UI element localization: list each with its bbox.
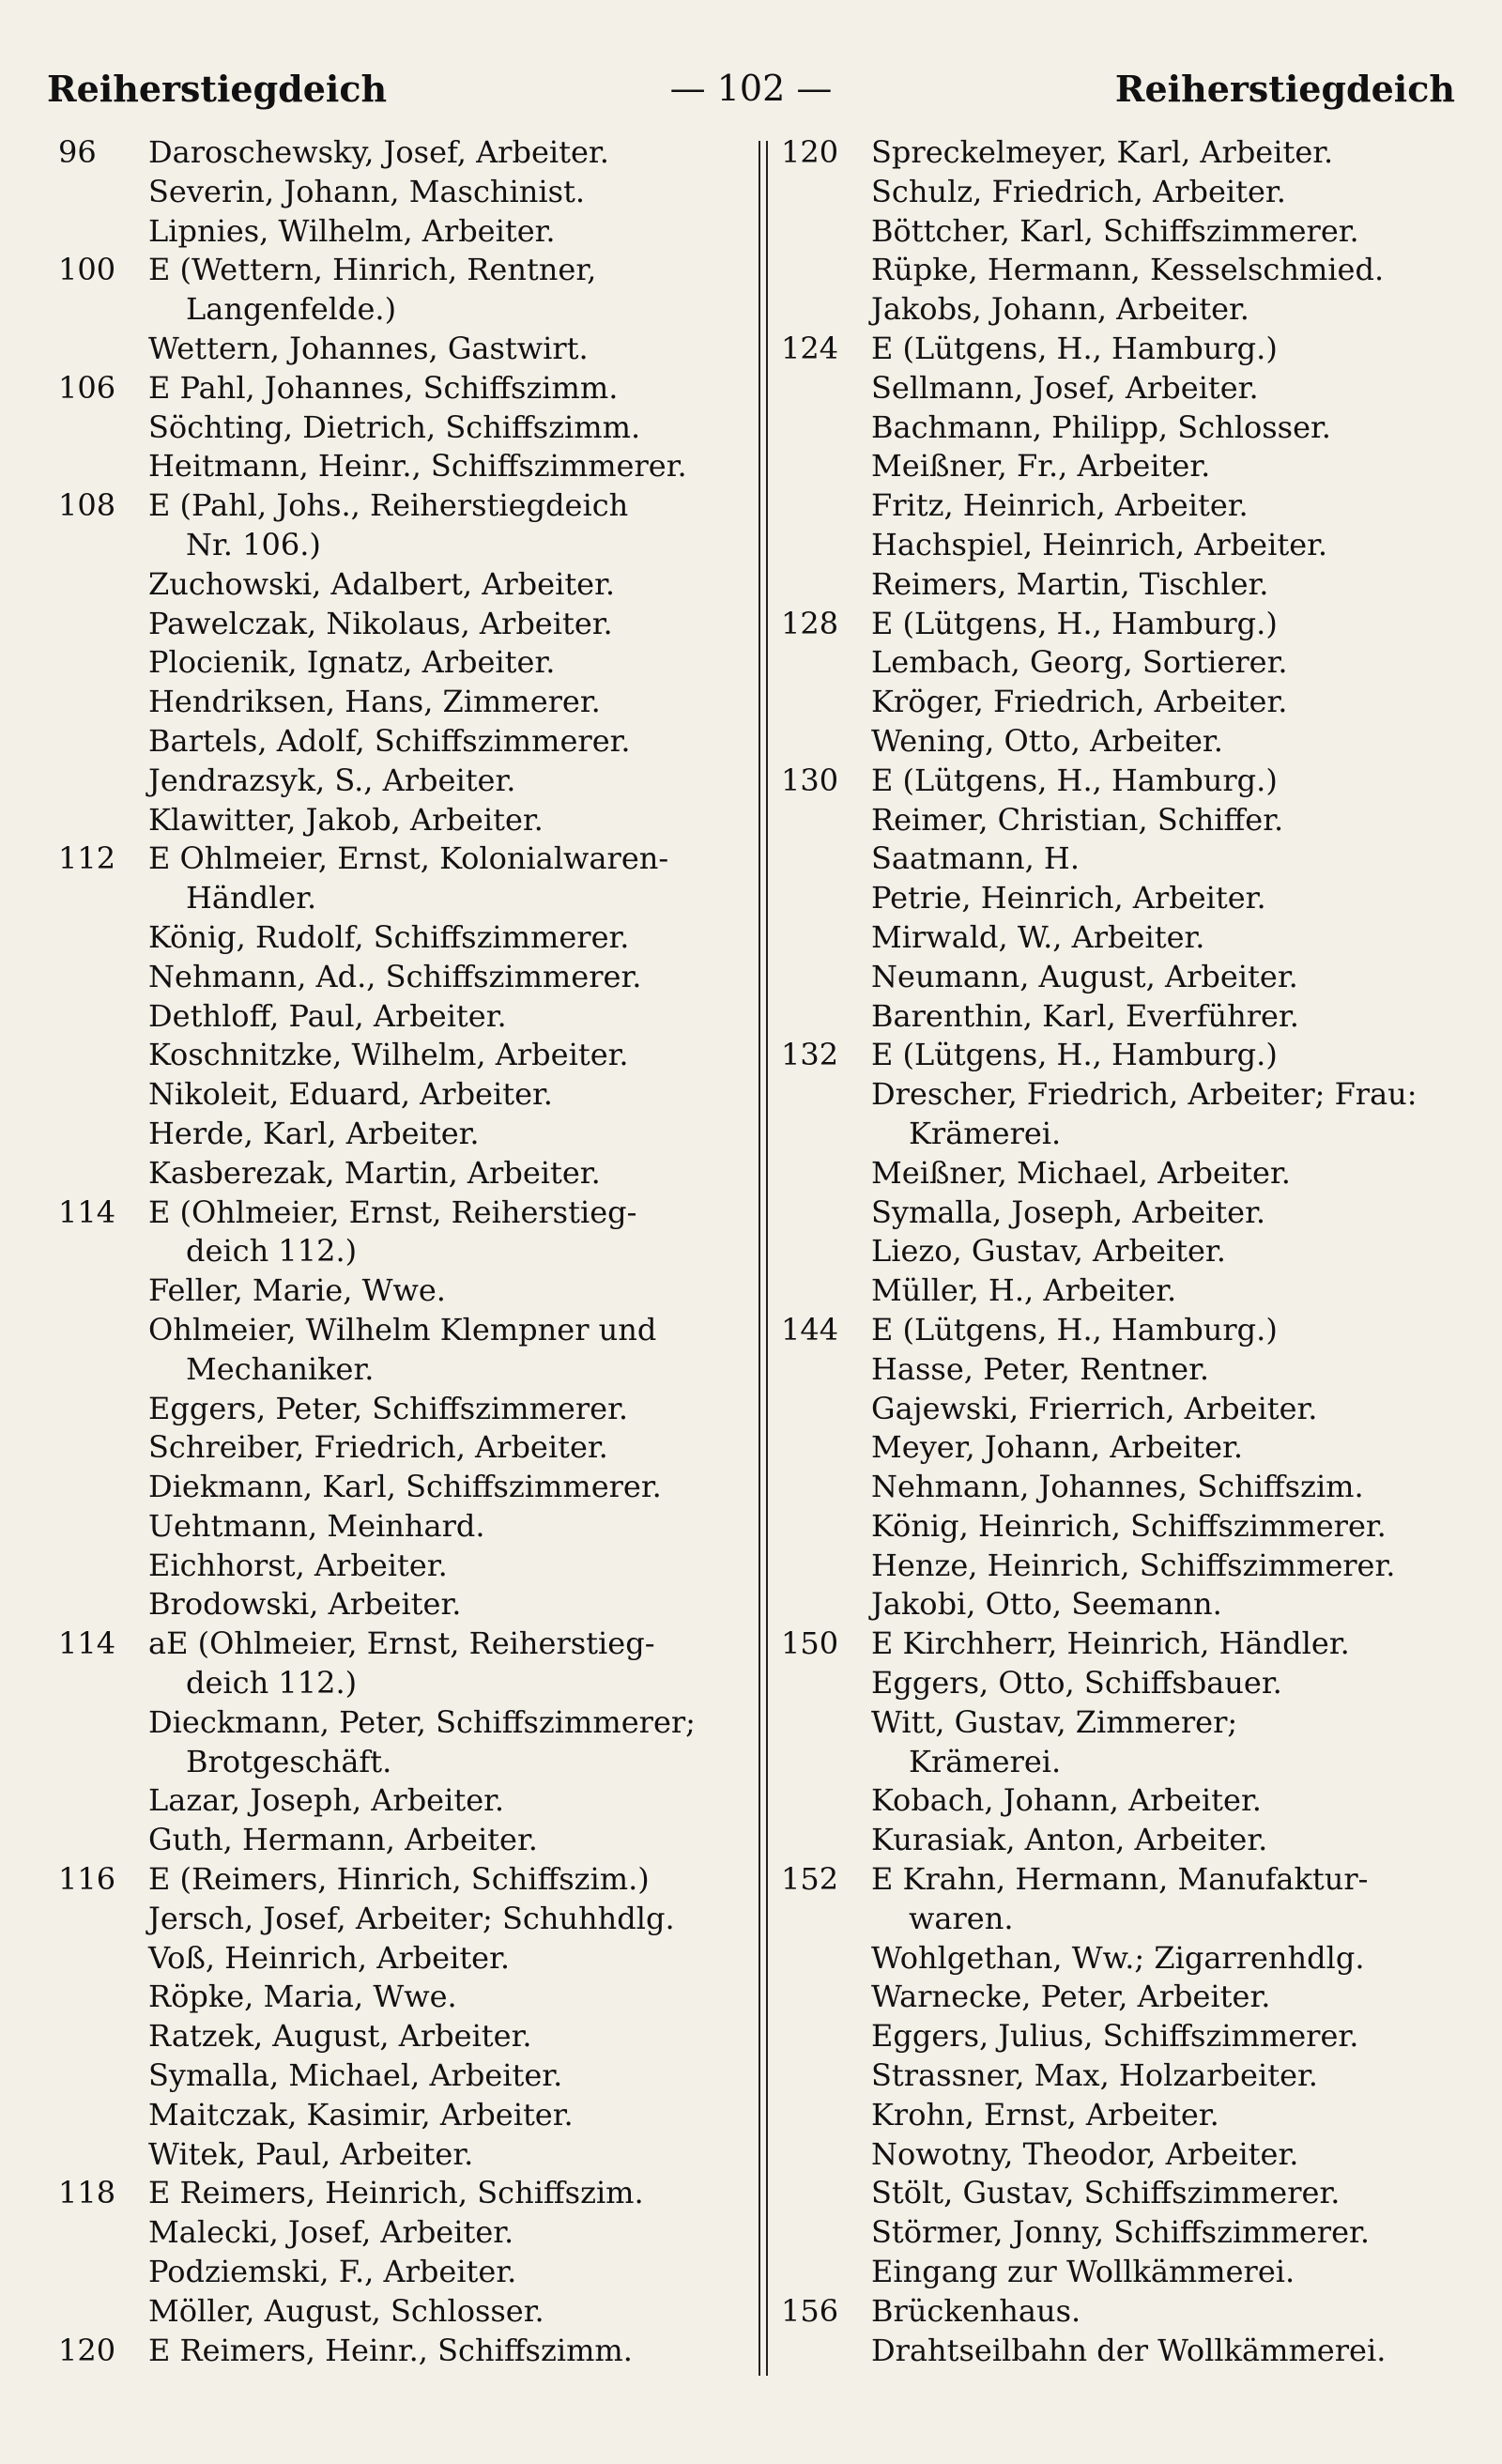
house-number: 108 — [58, 487, 116, 524]
entry-text: E (Lütgens, H., Hamburg.) — [871, 1311, 1278, 1348]
directory-entry — [781, 2174, 1466, 2213]
entry-text: Brückenhaus. — [871, 2292, 1081, 2329]
directory-entry — [781, 1507, 1466, 1547]
entry-text: Daroschewsky, Josef, Arbeiter. — [148, 134, 609, 170]
entry-text: Krohn, Ernst, Arbeiter. — [871, 2096, 1219, 2133]
entry-text: Uehtmann, Meinhard. — [148, 1507, 485, 1544]
entry-text: Jakobi, Otto, Seemann. — [871, 1586, 1222, 1623]
entry-text: Eggers, Peter, Schiffszimmerer. — [148, 1390, 629, 1426]
entry-text: Möller, August, Schlosser. — [148, 2292, 544, 2329]
entry-text: Jersch, Josef, Arbeiter; Schuhhdlg. — [148, 1900, 675, 1936]
directory-entry — [781, 1625, 1466, 1664]
entry-text: Malecki, Josef, Arbeiter. — [148, 2214, 514, 2251]
directory-entry — [781, 839, 1466, 879]
entry-text: Pawelczak, Nikolaus, Arbeiter. — [148, 605, 613, 641]
directory-entry — [58, 722, 743, 762]
entry-text: Lipnies, Wilhelm, Arbeiter. — [148, 212, 556, 249]
entry-text: Wening, Otto, Arbeiter. — [871, 722, 1223, 759]
entry-text: Nikoleit, Eduard, Arbeiter. — [148, 1076, 553, 1113]
entry-text: E Krahn, Hermann, Manufaktur- — [871, 1861, 1369, 1898]
directory-entry — [781, 2096, 1466, 2135]
directory-entry — [781, 1743, 1466, 1782]
entry-text: Sellmann, Josef, Arbeiter. — [871, 369, 1259, 406]
entry-text: Dieckmann, Peter, Schiffszimmerer; — [148, 1703, 696, 1740]
entry-text: Reimer, Christian, Schiffer. — [871, 801, 1284, 838]
directory-entry — [58, 1978, 743, 2017]
house-number: 114 — [58, 1194, 116, 1230]
directory-entry — [781, 1390, 1466, 1429]
entry-text: König, Rudolf, Schiffszimmerer. — [148, 918, 630, 955]
house-number: 130 — [781, 762, 839, 798]
directory-entry — [781, 879, 1466, 918]
directory-entry — [781, 1939, 1466, 1979]
directory-entry — [58, 1075, 743, 1115]
directory-entry — [781, 1428, 1466, 1468]
entry-text: Henze, Heinrich, Schiffszimmerer. — [871, 1547, 1396, 1583]
directory-entry — [781, 918, 1466, 958]
directory-entry — [58, 565, 743, 605]
entry-text: Lembach, Georg, Sortierer. — [871, 644, 1288, 681]
entry-text: Witt, Gustav, Zimmerer; — [871, 1703, 1238, 1740]
entry-text: Nehmann, Ad., Schiffszimmerer. — [148, 958, 642, 994]
directory-entry — [58, 447, 743, 486]
house-number: 112 — [58, 840, 116, 877]
directory-entry — [58, 1547, 743, 1586]
entry-text: Barenthin, Karl, Everführer. — [871, 997, 1299, 1034]
entry-text: E Ohlmeier, Ernst, Kolonialwaren- — [148, 840, 669, 877]
directory-entry — [781, 1978, 1466, 2017]
entry-text: Neumann, August, Arbeiter. — [871, 958, 1298, 994]
directory-entry — [781, 408, 1466, 448]
entry-text: Guth, Hermann, Arbeiter. — [148, 1822, 538, 1858]
directory-entry — [58, 2174, 743, 2213]
directory-entry — [781, 1075, 1466, 1115]
entry-text: Koschnitzke, Wilhelm, Arbeiter. — [148, 1037, 629, 1073]
directory-entry — [58, 486, 743, 526]
entry-text: E (Pahl, Johs., Reiherstiegdeich — [148, 487, 629, 524]
house-number: 156 — [781, 2292, 839, 2329]
entry-text: Feller, Marie, Wwe. — [148, 1272, 446, 1309]
directory-entry — [58, 918, 743, 958]
entry-text: Nr. 106.) — [186, 526, 321, 562]
directory-entry — [781, 2332, 1466, 2371]
directory-entry — [58, 2096, 743, 2135]
directory-entry — [58, 1232, 743, 1271]
entry-text: Böttcher, Karl, Schiffszimmerer. — [871, 212, 1359, 249]
directory-entry — [781, 1271, 1466, 1311]
directory-entry — [58, 2253, 743, 2292]
directory-entry — [781, 1311, 1466, 1350]
entry-text: Maitczak, Kasimir, Arbeiter. — [148, 2096, 574, 2133]
entry-text: Schulz, Friedrich, Arbeiter. — [871, 173, 1286, 209]
directory-entry — [781, 1350, 1466, 1390]
directory-entry — [58, 1900, 743, 1939]
directory-entry — [58, 801, 743, 840]
left-column — [58, 133, 743, 2370]
entry-text: deich 112.) — [186, 1665, 358, 1702]
directory-entry — [58, 1311, 743, 1350]
entry-text: Drescher, Friedrich, Arbeiter; Frau: — [871, 1076, 1418, 1113]
directory-entry — [58, 1468, 743, 1507]
directory-entry — [58, 1664, 743, 1703]
directory-entry — [58, 839, 743, 879]
directory-entry — [781, 643, 1466, 683]
entry-text: Eichhorst, Arbeiter. — [148, 1547, 448, 1583]
directory-entry — [58, 683, 743, 722]
directory-entry — [781, 1900, 1466, 1939]
entry-text: E (Lütgens, H., Hamburg.) — [871, 605, 1278, 641]
directory-entry — [781, 683, 1466, 722]
house-number: 152 — [781, 1861, 839, 1898]
directory-entry — [781, 2213, 1466, 2253]
directory-entry — [781, 526, 1466, 565]
house-number: 144 — [781, 1311, 839, 1348]
directory-entry — [781, 997, 1466, 1037]
house-number: 118 — [58, 2175, 116, 2211]
entry-text: Voß, Heinrich, Arbeiter. — [148, 1939, 511, 1976]
entry-text: Röpke, Maria, Wwe. — [148, 1979, 457, 2015]
house-number: 120 — [58, 2332, 116, 2368]
entry-text: Liezo, Gustav, Arbeiter. — [871, 1233, 1226, 1270]
entry-text: Symalla, Michael, Arbeiter. — [148, 2057, 563, 2094]
entry-text: Nehmann, Johannes, Schiffszim. — [871, 1469, 1364, 1505]
entry-text: Brotgeschäft. — [186, 1743, 392, 1779]
entry-text: Kurasiak, Anton, Arbeiter. — [871, 1822, 1268, 1858]
house-number: 116 — [58, 1861, 116, 1898]
entry-text: Podziemski, F., Arbeiter. — [148, 2254, 517, 2290]
entry-text: Diekmann, Karl, Schiffszimmerer. — [148, 1469, 662, 1505]
entry-text: Meißner, Michael, Arbeiter. — [871, 1154, 1291, 1191]
entry-text: Wettern, Johannes, Gastwirt. — [148, 330, 589, 366]
house-number: 150 — [781, 1625, 839, 1662]
header-left-title: Reiherstiegdeich — [47, 68, 388, 110]
directory-entry — [58, 2292, 743, 2332]
entry-text: Eggers, Julius, Schiffszimmerer. — [871, 2018, 1359, 2055]
header-right-title: Reiherstiegdeich — [1114, 68, 1455, 110]
directory-entry — [58, 958, 743, 997]
entry-text: Mirwald, W., Arbeiter. — [871, 918, 1205, 955]
directory-entry — [58, 1781, 743, 1821]
entry-text: Hachspiel, Heinrich, Arbeiter. — [871, 526, 1328, 562]
directory-entry — [781, 1468, 1466, 1507]
directory-entry — [58, 1154, 743, 1194]
directory-entry — [58, 997, 743, 1037]
entry-text: Kröger, Friedrich, Arbeiter. — [871, 684, 1288, 720]
entry-text: Brodowski, Arbeiter. — [148, 1586, 462, 1623]
entry-text: Wohlgethan, Ww.; Zigarrenhdlg. — [871, 1939, 1365, 1976]
entry-text: E (Lütgens, H., Hamburg.) — [871, 762, 1278, 798]
directory-entry — [781, 1703, 1466, 1743]
directory-entry — [781, 762, 1466, 801]
directory-entry — [58, 1821, 743, 1860]
entry-text: Krämerei. — [909, 1115, 1062, 1151]
directory-entry — [781, 1115, 1466, 1154]
entry-text: Strassner, Max, Holzarbeiter. — [871, 2057, 1318, 2094]
entry-text: E (Lütgens, H., Hamburg.) — [871, 330, 1278, 366]
directory-entry — [58, 408, 743, 448]
entry-text: E Kirchherr, Heinrich, Händler. — [871, 1625, 1350, 1662]
entry-text: Jendrazsyk, S., Arbeiter. — [148, 762, 516, 798]
entry-text: Plocienik, Ignatz, Arbeiter. — [148, 644, 556, 681]
directory-entry — [781, 2056, 1466, 2096]
directory-entry — [58, 2017, 743, 2056]
entry-text: Bachmann, Philipp, Schlosser. — [871, 408, 1331, 445]
entry-text: Meyer, Johann, Arbeiter. — [871, 1429, 1243, 1466]
house-number: 128 — [781, 605, 839, 641]
directory-entry — [58, 605, 743, 644]
directory-entry — [58, 1860, 743, 1900]
directory-entry — [781, 447, 1466, 486]
entry-text: E Reimers, Heinr., Schiffszimm. — [148, 2332, 633, 2368]
entry-text: Söchting, Dietrich, Schiffszimm. — [148, 408, 641, 445]
entry-text: Rüpke, Hermann, Kesselschmied. — [871, 252, 1385, 288]
entry-text: Dethloff, Paul, Arbeiter. — [148, 997, 507, 1034]
entry-text: E (Wettern, Hinrich, Rentner, — [148, 252, 597, 288]
directory-entry — [781, 801, 1466, 840]
entry-text: Saatmann, H. — [871, 840, 1080, 877]
entry-text: Symalla, Joseph, Arbeiter. — [871, 1194, 1266, 1230]
directory-entry — [781, 133, 1466, 173]
entry-text: Langenfelde.) — [186, 291, 397, 328]
directory-entry — [781, 1154, 1466, 1194]
directory-entry — [58, 212, 743, 252]
entry-text: Bartels, Adolf, Schiffszimmerer. — [148, 722, 631, 759]
entry-text: E Reimers, Heinrich, Schiffszim. — [148, 2175, 644, 2211]
entry-text: Meißner, Fr., Arbeiter. — [871, 448, 1211, 485]
entry-text: E (Ohlmeier, Ernst, Reiherstieg- — [148, 1194, 637, 1230]
entry-text: Händler. — [186, 880, 317, 916]
entry-text: Krämerei. — [909, 1743, 1062, 1779]
directory-entry — [58, 1625, 743, 1664]
entry-text: Petrie, Heinrich, Arbeiter. — [871, 880, 1266, 916]
directory-entry — [781, 1860, 1466, 1900]
entry-text: Nowotny, Theodor, Arbeiter. — [871, 2135, 1299, 2172]
entry-text: Warnecke, Peter, Arbeiter. — [871, 1979, 1271, 2015]
directory-entry — [781, 1194, 1466, 1233]
directory-entry — [58, 762, 743, 801]
directory-entry — [781, 1585, 1466, 1625]
entry-text: Severin, Johann, Maschinist. — [148, 173, 586, 209]
entry-text: Eggers, Otto, Schiffsbauer. — [871, 1665, 1282, 1702]
directory-entry — [58, 1507, 743, 1547]
directory-entry — [781, 290, 1466, 330]
directory-entry — [781, 2135, 1466, 2175]
directory-entry — [58, 879, 743, 918]
right-column — [781, 133, 1466, 2370]
entry-text: Müller, H., Arbeiter. — [871, 1272, 1177, 1309]
directory-entry — [58, 1743, 743, 1782]
house-number: 120 — [781, 134, 839, 170]
directory-entry — [58, 1350, 743, 1390]
directory-entry — [781, 212, 1466, 252]
directory-entry — [58, 2135, 743, 2175]
page-number: — 102 — — [669, 68, 833, 109]
entry-text: E (Lütgens, H., Hamburg.) — [871, 1037, 1278, 1073]
entry-text: König, Heinrich, Schiffszimmerer. — [871, 1507, 1387, 1544]
entry-text: Kasberezak, Martin, Arbeiter. — [148, 1154, 601, 1191]
entry-text: Drahtseilbahn der Wollkämmerei. — [871, 2332, 1387, 2368]
entry-text: Schreiber, Friedrich, Arbeiter. — [148, 1429, 608, 1466]
directory-entry — [781, 1821, 1466, 1860]
entry-text: E (Reimers, Hinrich, Schiffszim.) — [148, 1861, 650, 1898]
entry-text: Klawitter, Jakob, Arbeiter. — [148, 801, 544, 838]
entry-text: Jakobs, Johann, Arbeiter. — [871, 291, 1249, 328]
column-divider — [759, 141, 768, 2376]
entry-text: Kobach, Johann, Arbeiter. — [871, 1782, 1262, 1819]
entry-text: deich 112.) — [186, 1233, 358, 1270]
entry-text: Stölt, Gustav, Schiffszimmerer. — [871, 2175, 1341, 2211]
entry-text: Fritz, Heinrich, Arbeiter. — [871, 487, 1249, 524]
entry-text: Eingang zur Wollkämmerei. — [871, 2254, 1295, 2290]
house-number: 124 — [781, 330, 839, 366]
page-header — [47, 68, 1455, 124]
entry-text: Störmer, Jonny, Schiffszimmerer. — [871, 2214, 1370, 2251]
directory-entry — [781, 1664, 1466, 1703]
directory-entry — [58, 330, 743, 369]
directory-entry — [58, 2213, 743, 2253]
directory-entry — [58, 526, 743, 565]
directory-entry — [58, 1115, 743, 1154]
house-number: 106 — [58, 369, 116, 406]
directory-entry — [58, 1585, 743, 1625]
directory-entry — [58, 1390, 743, 1429]
directory-entry — [781, 722, 1466, 762]
directory-entry — [781, 1036, 1466, 1075]
entry-text: waren. — [909, 1900, 1014, 1936]
entry-text: Reimers, Martin, Tischler. — [871, 565, 1269, 602]
directory-entry — [781, 486, 1466, 526]
entry-text: Mechaniker. — [186, 1350, 375, 1387]
house-number: 132 — [781, 1037, 839, 1073]
entry-text: aE (Ohlmeier, Ernst, Reiherstieg- — [148, 1625, 655, 1662]
entry-text: Hendriksen, Hans, Zimmerer. — [148, 684, 601, 720]
entry-text: E Pahl, Johannes, Schiffszimm. — [148, 369, 619, 406]
directory-entry — [781, 251, 1466, 290]
directory-entry — [58, 290, 743, 330]
entry-text: Herde, Karl, Arbeiter. — [148, 1115, 480, 1151]
entry-text: Spreckelmeyer, Karl, Arbeiter. — [871, 134, 1334, 170]
house-number: 96 — [58, 134, 97, 170]
directory-entry — [781, 173, 1466, 212]
directory-entry — [58, 1428, 743, 1468]
directory-entry — [781, 1547, 1466, 1586]
directory-entry — [781, 330, 1466, 369]
entry-text: Lazar, Joseph, Arbeiter. — [148, 1782, 505, 1819]
directory-entry — [58, 2056, 743, 2096]
directory-entry — [58, 1271, 743, 1311]
entry-text: Heitmann, Heinr., Schiffszimmerer. — [148, 448, 687, 485]
house-number: 100 — [58, 252, 116, 288]
directory-entry — [58, 1194, 743, 1233]
entry-text: Zuchowski, Adalbert, Arbeiter. — [148, 565, 616, 602]
directory-entry — [58, 133, 743, 173]
entry-text: Ohlmeier, Wilhelm Klempner und — [148, 1311, 657, 1348]
directory-entry — [781, 565, 1466, 605]
directory-entry — [58, 173, 743, 212]
directory-entry — [58, 1939, 743, 1979]
directory-entry — [781, 958, 1466, 997]
directory-entry — [781, 605, 1466, 644]
entry-text: Gajewski, Frierrich, Arbeiter. — [871, 1390, 1318, 1426]
directory-entry — [58, 251, 743, 290]
entry-text: Hasse, Peter, Rentner. — [871, 1350, 1210, 1387]
directory-entry — [781, 2292, 1466, 2332]
directory-entry — [58, 1036, 743, 1075]
entry-text: Ratzek, August, Arbeiter. — [148, 2018, 532, 2055]
directory-entry — [781, 369, 1466, 408]
entry-text: Witek, Paul, Arbeiter. — [148, 2135, 474, 2172]
directory-entry — [781, 2253, 1466, 2292]
directory-entry — [58, 1703, 743, 1743]
directory-entry — [781, 2017, 1466, 2056]
directory-entry — [58, 369, 743, 408]
directory-entry — [781, 1781, 1466, 1821]
directory-entry — [58, 643, 743, 683]
directory-entry — [781, 1232, 1466, 1271]
house-number: 114 — [58, 1625, 116, 1662]
directory-entry — [58, 2332, 743, 2371]
